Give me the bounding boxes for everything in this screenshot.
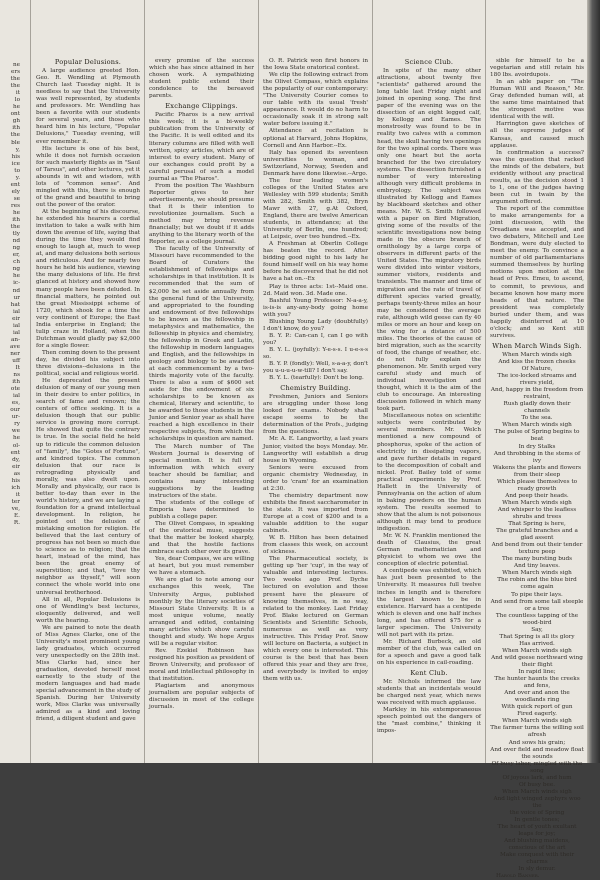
- cut-off-text-fragment: ial: [12, 322, 20, 329]
- poem-line: In dry Stalks: [518, 443, 556, 450]
- cut-off-text-fragment: ith: [12, 379, 20, 386]
- cut-off-text-fragment: se: [13, 195, 20, 202]
- article-paragraph: Mr. A. E. Langworthy, a last years Junior, visited the boys Monday. Mr. Langworthy will establish a drug house in Wyoming.: [263, 436, 368, 464]
- article-paragraph: Plagiarism and anonymous journalism are popular subjects of discussion in most of the college journals.: [149, 683, 254, 711]
- cut-off-text-fragment: ter: [11, 498, 20, 505]
- cut-off-text-fragment: y,: [15, 146, 20, 153]
- article-paragraph: Harrington gave sketches of all the supreme judges of Kansas, and caused much applause.: [490, 121, 584, 149]
- poem-line: The farmer turns the willing soil: [490, 725, 584, 732]
- column-rule: [30, 0, 31, 763]
- poem-line: The heart of youth exultant leaps for joy;: [497, 824, 577, 838]
- cut-off-text-fragment: ns: [13, 372, 20, 379]
- cut-off-text-fragment: E.: [14, 513, 20, 519]
- poem-line: The many bursting buds: [501, 556, 573, 563]
- page-binding-shadow: [587, 0, 600, 763]
- column-rule: [485, 0, 486, 763]
- column-rule: [372, 0, 373, 763]
- col2-top-body: [149, 58, 254, 100]
- poem-line: Of joyous lark, and hum: [502, 774, 572, 781]
- heading-kent-club: Kent Club.: [410, 669, 448, 678]
- article-paragraph: B. Y. P.: Can-can I, can I go with you?: [263, 332, 368, 346]
- heading-when-march-winds-sigh: When March Winds Sigh.: [492, 341, 582, 350]
- poem-line: The countless tapping of the wood-bird: [495, 612, 579, 626]
- article-paragraph: In spite of the many other attractions, about twenty five "scientists" gathered around the long table last Friday night and joined in opening song. The first paper of the evening was on the dissection of an eight legged calf, by Kellogg and Eames. The monstrosity was found to be in reality two calves with a common head, the skull having two openings for the two spinal cords. There was only one heart but the aorta branched for the two circulatory systems. The dissection furnished a number of very interesting although very difficult problems in embryology. The subject was illustrated by Kellogg and Eames by blackboard sketches and other means. Mr. W. S. Smith followed with a paper on Bird Migration, giving some of the results of the scientific investigations now being made in the obscure branch of ornithology by a large corps of observers in different parts of the United States. The migratory birds were divided into winter visitors, summer visitors, residents and transients. The manner and time of migration and the rate of travel of different species varied greatly, perhaps twenty-three miles an hour may be considered the average rate, although wild geese can fly 40 miles or more an hour and keep on the wing for a distance of 500 miles. The theories of the cause of bird migration, such as the scarcity of food, the change of weather, etc. do not fully explain the phenomenon. Mr. Smith urged very careful study and much of individual investigation and thought, which it is the aim of the club to encourage. An interesting discussion followed in which many took part.: [377, 68, 481, 413]
- article-paragraph: Bashful Young Professor: N-a-a-y, is-is-is any-any-body going home with you?: [263, 297, 368, 318]
- col3-top-body: [263, 58, 368, 382]
- article-paragraph: The four leading women's colleges of the United States are Wellesley with 599 students; Smith with 282, Smith with 382, Bryn Mawr with 27, g.At Oxford, England, there are twelve American students, in attendance; at the University of Berlin, one hundred; at Leipsic, over two hundred.--Ex.: [263, 177, 368, 241]
- poem-line: When March winds sigh: [502, 718, 572, 725]
- article-paragraph: B. Y. P. (fondly): Well, s-a-a-y, don't you u-u-u-u-w-till? I don't say.: [263, 361, 368, 375]
- cut-off-text-fragment: ol-: [12, 442, 20, 449]
- poem-line: The ice-locked streams and rivers yield,: [497, 373, 577, 387]
- poem-line: The grateful branches and a glad assent: [496, 528, 578, 542]
- cut-off-text-fragment: ic-: [13, 280, 20, 287]
- article-paragraph: B. Y. L. (tearfully): Don't be long.: [269, 375, 364, 382]
- col4-body: [377, 68, 481, 667]
- article-paragraph: His lecture is one of his best, while it does not furnish occasion for such masterly flights as in "Saul of Tarsus", and other lectures, yet it abounds in wit and wisdom, with lots of "common sense". And mingled with this, there is enough of the grand and beautiful to bring out the power of the orator.: [36, 145, 141, 208]
- cut-off-text-fragment: nd: [12, 287, 20, 294]
- poem-line: When March winds sigh: [502, 499, 572, 506]
- cut-off-text-fragment: ent: [10, 449, 20, 456]
- poem-line: When March winds sigh: [502, 351, 572, 358]
- cut-off-text-fragment: he: [12, 273, 20, 280]
- poem-line: And throbbing in the stems of ivy: [493, 450, 581, 464]
- cut-off-text-fragment: as: [13, 470, 20, 477]
- col4-body-2: [377, 679, 481, 735]
- cut-off-text-fragment: ne: [12, 62, 20, 68]
- column-1: [36, 58, 140, 821]
- article-paragraph: In confirmation a success? was the question that racked the minds of the debaters, but evidently without any practical results, as the decision stood 1 to 1, one of the judges having been cut in twain by the argument offered.: [490, 149, 584, 205]
- column-rule: [258, 0, 259, 763]
- cut-off-text-fragment: the: [10, 76, 20, 83]
- article-paragraph: Seniors were excused from organic chemistry Wednesday, in order to 'cram' for an examination at 2:30.: [263, 464, 368, 492]
- article-paragraph: Blushing Young Lady (doubtfully) I don't know, do you?: [263, 318, 368, 332]
- poem-line: And, happy in the freedom from restraint,: [490, 387, 584, 401]
- article-paragraph: Play is three acts: 1st--Maid one. 2d. Maid won. 3d. Made one.: [263, 283, 368, 297]
- poem-line: That Spring is all its glory: [499, 633, 575, 640]
- poem-line: When March winds sigh: [502, 422, 572, 429]
- cut-off-text-fragment: y.: [15, 174, 20, 181]
- article-paragraph: Mr. Nichols informed the law students that an incidentals would be charged next year, which news was received with much applause.: [377, 679, 481, 707]
- cut-off-text-fragment: ch: [13, 259, 20, 266]
- article-paragraph: A centipede was exhibited, which has just been presented to the University. It measures full twelve inches in length and is therefore the largest known to be in existence. Harvard has a centipede which is eleven and one half inches long, and has offered $75 for a larger specimen. The University will not part with its prize.: [377, 568, 481, 638]
- cut-off-text-fragment: the: [10, 83, 20, 90]
- poem-line: And kiss the frozen cheeks: [498, 358, 576, 365]
- poem-line: When March winds sigh: [502, 570, 572, 577]
- poem-line: In sly demur.: [518, 866, 556, 873]
- col2-body: [149, 112, 254, 711]
- article-paragraph: sible for himself to be a vegetarian and still retain his 180 lbs. avoirdupois.: [490, 58, 584, 79]
- article-paragraph: The chemistry department now exhibits the finest saccharometer in the state. It was imported from Europe at a cost of $200 and is a valuable addition to the sugar cabinets.: [263, 492, 368, 535]
- article-paragraph: Mr. W. N. Franklin mentioned the death of Clausius, the great German mathematician and physicist to whom we owe the conception of electric potential.: [377, 533, 481, 568]
- article-paragraph: Miscellaneous notes on scientific subjects were contributed by several members. Mr. Welch mentioned a new compound of phosphorus, spoke of the action of electricity in dissipating vapors, and gave further details in regard to the decomposition of cobalt and nickel. Prof. Bailey told of some practical experiments by Prof. Hallett in the University of Pennsylvania on the action of alum in baking powders on the human system. The results seemed to show that the alum is not poisonous although it may tend to produce indigestion.: [377, 413, 481, 533]
- poem-line: When March winds sigh: [502, 647, 572, 654]
- poem-line: To pipe their lays.: [511, 591, 563, 598]
- article-paragraph: We are glad to note among our exchanges this week, The University Argus, published monthly by the literary societies of Missouri State University. It is a most unique volume, neatly arranged and edited, containing many articles which show careful thought and study. We hope Argus will be a regular visitor.: [149, 577, 254, 647]
- article-paragraph: The report of the committee to make arrangements for a joint discussion, with the Oreadians was accepted, and two debaters, Mitchell and Lee Bondman, were duly elected to meet the enemy. To convince a number of old parliamentarians summed themselves by hurling motions upon motion at the head of Pres. Emeu, to ascend, to commit, to previous, and became known how many more heads of that nature. The president was completely buried under them, and was happily disinterred at 10 o'clock; and so Kent still survives.: [490, 205, 584, 339]
- poem-line: And blushing maidens, conscious of the art: [504, 838, 570, 852]
- cut-off-text-fragment: nd: [12, 238, 20, 245]
- poem-line: Make conquest with their charms: [499, 852, 575, 866]
- cut-off-text-fragment: ice: [11, 160, 20, 167]
- poem-line: The robin and the blue bird come again: [497, 577, 577, 591]
- poem-signature: Harold Banner.: [496, 873, 540, 880]
- poem-line: And sows his grain;: [508, 739, 566, 746]
- cut-off-text-fragment: ur: [13, 294, 20, 301]
- cut-off-text-fragment: ial: [12, 393, 20, 400]
- poem: [490, 352, 584, 873]
- poem-line: And over field and meadow float the sounds: [490, 746, 584, 760]
- article-paragraph: From the position The Washburn Reporter gives to her advertisements, we should presume that it is their intention to revolutionize journalism. Such a method may bring revenue financially; but we doubt if it adds anything to the literary worth of the Reporter, as a college journal.: [149, 182, 254, 246]
- poem-line: And light winged zephyrs woo the: [493, 795, 581, 809]
- cut-off-text-fragment: ial: [12, 329, 20, 336]
- cut-off-text-fragment: ith: [12, 125, 20, 132]
- article-paragraph: We clip the following extract from the Olivet Compass, which explains the popularity of our contemporary: "The University Courier comes to our table with its usual 'fresh' appearance. It would do no harm to occasionally soak it in strong salt water before issuing it.": [263, 72, 368, 128]
- article-paragraph: Attendance at recitation is optional at Harvard, Johns Hopkins, Cornell and Ann Harbor.--Ex.: [263, 128, 368, 149]
- poem-line: In gentle tones;: [514, 817, 560, 824]
- heading-popular-delusions: Popular Delusions.: [54, 58, 122, 66]
- article-paragraph: The Olivet Compass, in speaking of the oratorical muse, suggests that the matter be looked sharply, and that the hostile factions embrace each other over its grave.: [149, 521, 254, 556]
- cut-off-text-fragment: to: [14, 167, 20, 174]
- article-paragraph: Then coming down to the present day, he divided his subject into three divisions--delusions in the political, social and religious world.: [36, 349, 140, 378]
- cut-off-text-fragment: he: [12, 209, 20, 216]
- cut-off-text-fragment: hat: [10, 301, 20, 308]
- heading-science-club: Science Club.: [404, 58, 454, 66]
- cut-off-text-fragment: ur-: [11, 414, 20, 421]
- article-paragraph: W. B. Hilton has been detained from classes this week, on account of sickness.: [263, 535, 368, 556]
- heading-chemistry-building: Chemistry Building.: [280, 384, 351, 393]
- article-paragraph: All in all, Popular Delusions is one of Wendling's best lectures, eloquently delivered, and well worth the hearing.: [36, 596, 140, 624]
- article-paragraph: Yes, dear Compass, we are willing at heart, but you must remember we have a stomach.: [149, 556, 254, 577]
- cut-off-text-fragment: ng: [12, 245, 20, 252]
- cut-off-text-fragment: we: [11, 428, 20, 435]
- poem-line: And bend from out their tender texture peep: [491, 542, 583, 556]
- cut-off-text-fragment: ers: [10, 69, 20, 76]
- cut-off-text-fragment: he: [12, 435, 20, 442]
- cut-off-text-fragment: eir: [12, 463, 20, 470]
- poem-line: Has arrived.: [519, 640, 555, 647]
- heading-exchange-clippings: Exchange Clippings.: [165, 102, 238, 111]
- poem-line: In rapid line;: [518, 669, 556, 676]
- poem-line: Wakens the plants and flowers from their sleep: [492, 464, 582, 478]
- cut-off-text-fragment: eir: [12, 315, 20, 322]
- cut-off-text-fragment: ith: [12, 217, 20, 224]
- cut-off-text-fragment: it: [15, 90, 20, 97]
- left-edge-fragments: [0, 62, 20, 825]
- cut-off-text-fragment: ent: [10, 181, 20, 188]
- poem-line: Which please themselves to ready growth: [496, 478, 578, 492]
- col5-top-body: [490, 58, 584, 340]
- poem-line: the voice of Spring: [509, 809, 565, 816]
- column-rule: [144, 0, 145, 763]
- cut-off-text-fragment: ote: [10, 386, 20, 393]
- poem-line: To the sea.: [521, 415, 553, 422]
- article-paragraph: Mr. Richard Burbeck, an old member of the club, was called on for a speech and gave a good talk on his experience in cail-roading.: [377, 638, 481, 666]
- cut-off-text-fragment: ely: [11, 188, 20, 195]
- cut-off-text-fragment: he: [12, 104, 20, 111]
- poem-line: That Spring is here,: [508, 521, 566, 528]
- article-paragraph: Freshmen, Juniors and Seniors are struggling under those long looked for exams. Nobody shall escape seems to be the determination of the Profs., judging from the questions.: [263, 394, 368, 436]
- poem-line: Of busy labor, mingled with the song: [491, 760, 583, 774]
- poem-line: And tiny leaves.: [514, 563, 560, 570]
- cut-off-text-fragment: ich: [11, 484, 20, 491]
- article-paragraph: In an able paper on "The Human Will and Reason," Mr. Gray defended human will, at the same time maintained that the strongest motive was identical with the will.: [490, 79, 584, 121]
- cut-off-text-fragment: ave: [10, 343, 20, 350]
- cut-off-text-fragment: dy,: [12, 456, 20, 463]
- cut-off-text-fragment: lo: [14, 97, 20, 104]
- cut-off-text-fragment: ble: [11, 139, 20, 146]
- poem-line: Of Nature,: [521, 366, 553, 373]
- poem-line: With quick report of gun: [501, 704, 573, 711]
- cut-off-text-fragment: an-: [11, 336, 20, 343]
- cut-off-text-fragment: ial: [12, 308, 20, 315]
- article-paragraph: The students of the college of Emporia have determined to publish a college paper.: [149, 499, 254, 520]
- article-paragraph: The March number of The Western Journal is deserving of special mention. It is full of information with which every teacher should be familiar, and contains many interesting suggestions by the leading instructors of the state.: [149, 443, 254, 499]
- cut-off-text-fragment: It: [15, 365, 20, 372]
- article-paragraph: The faculty of the University of Missouri have recommended to the Board of Curators the establishment of fellowships and scholarships in that institution. It is recommended that the sum of $2,000 be set aside annually from the general fund of the University, and appropriated to the founding and endowment of five fellowships to be known as the fellowship in metaphysics and mathematics, the fellowship in physics and chemistry, the fellowship in Greek and Latin, the fellowship in modern languages and English, and the fellowships in geology and biology to be awarded at each commencement by a two-thirds majority vote of the faculty. There is also a sum of $600 set aside for the endowment of six scholarships to be known as chemical, literary and scientific, to be awarded to those students in the Junior and Senior year as shall have reached a high excellence in their respective subjects, from which the scholarships in question are named.: [149, 246, 254, 443]
- cut-off-text-fragment: res: [10, 202, 20, 209]
- poem-line: And over and anon the woodlands ring: [504, 690, 570, 704]
- article-paragraph: A Freshman at Oberlin College has beaten the record. After bidding good night to his lady he found himself well on his way home before he discovered that he did not have a hat on.--Ex: [263, 241, 368, 283]
- article-paragraph: Rev. Ezekiel Robinson has resigned his position as president of Brown University, and professor of moral and intellectual philosophy in that institution.: [149, 647, 254, 683]
- cut-off-text-fragment: ont: [10, 111, 20, 118]
- cut-off-text-fragment: his: [11, 153, 20, 160]
- column-2: [149, 58, 254, 821]
- cut-off-text-fragment: the: [10, 224, 20, 231]
- cut-off-text-fragment: gh: [12, 118, 20, 125]
- poem-line: The pulse of Spring begins to beat: [494, 429, 580, 443]
- cut-off-text-fragment: uff: [12, 357, 20, 364]
- poem-line: Of busy bee.: [519, 781, 555, 788]
- article-paragraph: The Pharmaceutical society, is getting up 'her 'cup', in the way of valuable and interesting lectures. Two weeks ago Prof. Dyche lectured on evolution and those present have the pleasure of knowing themselves, in no way, related to the monkey. Last Friday Prof. Blake lectured on German Scientists and Scientific Schools, numerous as well as very instructive. This Friday Prof. Snow will lecture on Bacteria, a subject in which every one is interested. This course is the best that has been offered this year and they are free, and everybody is invited to enjoy them with us.: [263, 556, 368, 683]
- article-paragraph: Italy has opened its seventeen universities to woman, and Switzerland, Norway, Sweden and Denmark have done likewise.--Argo.: [263, 149, 368, 177]
- cut-off-text-fragment: ve,: [11, 505, 20, 512]
- poem-line: Say,: [531, 626, 543, 633]
- cut-off-text-fragment: ner: [10, 350, 20, 357]
- col3-body: [263, 394, 368, 683]
- column-3: [263, 58, 368, 821]
- poem-line: And send from some tall steeple or a tree: [490, 598, 584, 612]
- poem-line: The hunter haunts the creeks and fens,: [494, 676, 580, 690]
- article-paragraph: At the beginning of his discourse, he extended his hearers a cordial invitation to take a walk with him down the avenue of life, saying that during the time they would find enough to laugh at, much to weep at, and many delusions both serious and ridiculous. And for nearly two hours he held his audience, viewing the many delusions of life. He first glanced at history and showed how many people have been deluded. In financial matters, he pointed out the great Mississippi scheme of 1720, which shook for a time the very continent of Europe; the East India enterprise in England; the tulip craze in Holland, when the Dutchman would gladly pay $2,000 for a single flower.: [36, 208, 140, 349]
- article-paragraph: Markley in his extemporaneous speech pointed out the dangers of the "mast combine," thinking it impos-: [377, 707, 481, 735]
- article-paragraph: A large audience greeted Hon. Geo. R. Wendling at Plymouth Church last Tuesday night. It is needless to say that the University was well represented, by students and professors. Mr. Wendling has been a favorite with our students for several years, and those who heard him in his lecture, "Popular Delusions," Tuesday evening, will ever remember it.: [36, 68, 140, 145]
- article-paragraph: He deprecated the present delusion of many of our young men in their desire to enter politics, in search of fame and renown; the centers of office seeking. It is a delusion though that our public service is growing more corrupt. He showed that quite the contrary is true. In the social field he held up to ridicule the common delusion of "family", the "Gotes of Fortune", and kindred topics. The common delusion that our race is retrograding physically and morally, was also dwelt upon. Morally and physically, our race is better to-day than ever in the world's history, and we are laying a foundation for a grand intellectual development. In religion, he pointed out the delusion of mistaking emotion for religion. He believed that the last century of progress has not been so much due to science as to religion; that the heart, instead of the mind, has been the great enemy of superstition; and that, "love thy neighbor as thyself," will soon connect the whole world into one universal brotherhood.: [36, 378, 140, 596]
- poem-line: And wild geese northward wing their flight: [491, 654, 583, 668]
- article-paragraph: every promise of the success which she has since attained in her chosen work. A sympathizing student public extend their condolence to the bereaved parents.: [149, 58, 254, 100]
- cut-off-text-fragment: tly: [12, 231, 20, 238]
- article-paragraph: We are pained to note the death of Miss Agnes Clarke, one of the University's most prominent young lady graduates, which occurred very unexpectedly on the 28th inst. Miss Clarke had, since her graduation, devoted herself most earnestly to the study of the modern languages and had made special advancement in the study of Spanish. During her University work, Miss Clarke was universally admired as a kind and loving friend, a diligent student and gave: [36, 624, 140, 723]
- column-4: [377, 58, 481, 821]
- column-5: [490, 58, 584, 880]
- poem-line: And peep their heads.: [505, 492, 569, 499]
- cut-off-text-fragment: it: [15, 491, 20, 498]
- cut-off-text-fragment: er,: [12, 252, 20, 259]
- cut-off-text-fragment: ry: [14, 421, 20, 428]
- cut-off-text-fragment: our: [10, 407, 20, 414]
- article-paragraph: Pacific Pharos is a new arrival this week; it is a bi-weekly publication from the University of the Pacific. It is well edited and its literary columns are filled with well written, spicy articles, which are of interest to every student. Many of our exchanges could profit by a careful perusal of such a model journal as "The Pharos".: [149, 112, 254, 182]
- article-paragraph: O. R. Patrick won first honors in the Iowa State oratorical contest.: [263, 58, 368, 72]
- poem-line: Rush gladly down their channels: [503, 401, 571, 415]
- col1-body: [36, 68, 140, 723]
- cut-off-text-fragment: es,: [11, 400, 20, 407]
- poem-line: afresh: [527, 732, 547, 739]
- cut-off-text-fragment: ng: [12, 266, 20, 273]
- poem-line: Fired eagerly.: [517, 711, 557, 718]
- article-paragraph: B. Y. L. (joyfully): Y-e-s-s. I u-e-s-s so.: [263, 346, 368, 360]
- cut-off-text-fragment: the: [10, 132, 20, 139]
- cut-off-text-fragment: his: [11, 477, 20, 484]
- cut-off-text-fragment: R.: [13, 520, 20, 527]
- poem-line: And whisper to the leafless shrubs and trees: [497, 506, 577, 520]
- poem-line: When March winds sigh: [502, 788, 572, 795]
